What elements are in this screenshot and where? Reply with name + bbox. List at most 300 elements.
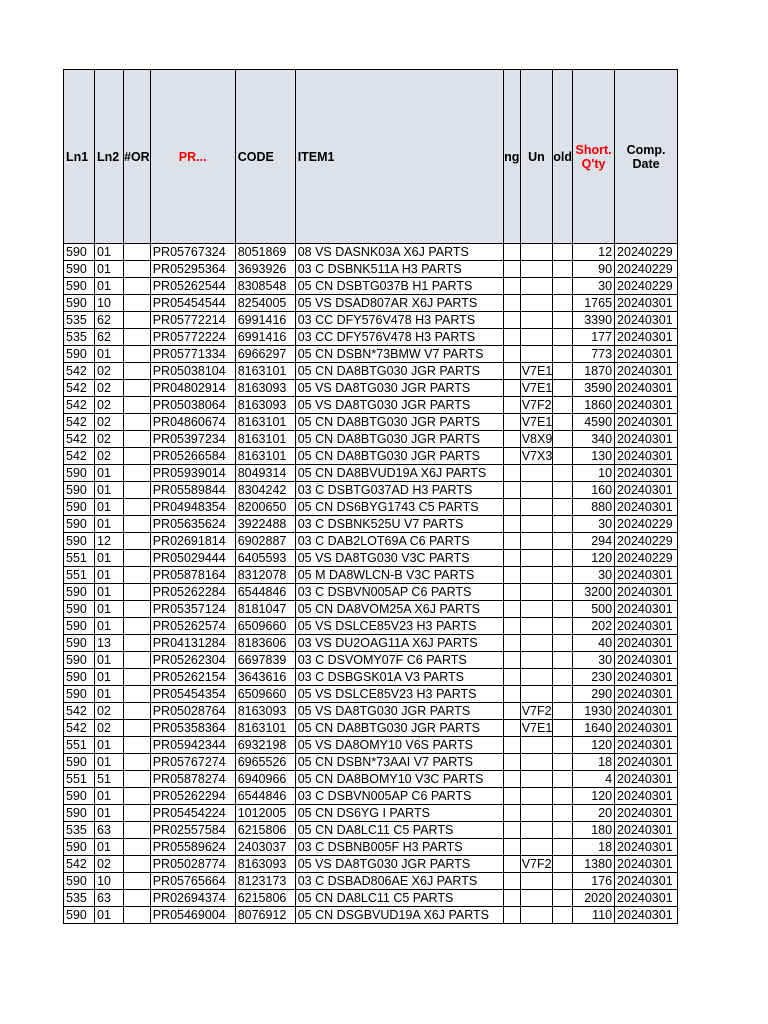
cell-ln2[interactable]: 13 bbox=[95, 635, 124, 652]
cell-item1[interactable]: 08 VS DASNK03A X6J PARTS bbox=[295, 244, 503, 261]
cell-comp-date[interactable]: 20240301 bbox=[615, 788, 678, 805]
cell-comp-date[interactable]: 20240301 bbox=[615, 856, 678, 873]
cell-or-number[interactable] bbox=[124, 295, 151, 312]
cell-un[interactable] bbox=[520, 244, 553, 261]
cell-old[interactable] bbox=[553, 601, 573, 618]
cell-old[interactable] bbox=[553, 363, 573, 380]
cell-pr-number[interactable]: PR05589624 bbox=[150, 839, 235, 856]
cell-or-number[interactable] bbox=[124, 380, 151, 397]
cell-comp-date[interactable]: 20240301 bbox=[615, 567, 678, 584]
cell-comp-date[interactable]: 20240301 bbox=[615, 652, 678, 669]
cell-old[interactable] bbox=[553, 567, 573, 584]
table-row[interactable] bbox=[64, 482, 678, 499]
cell-old[interactable] bbox=[553, 839, 573, 856]
cell-un[interactable] bbox=[520, 805, 553, 822]
table-row[interactable] bbox=[64, 499, 678, 516]
table-row[interactable] bbox=[64, 295, 678, 312]
cell-ng[interactable] bbox=[503, 822, 520, 839]
cell-code[interactable]: 8163093 bbox=[235, 703, 295, 720]
cell-pr-number[interactable]: PR04802914 bbox=[150, 380, 235, 397]
cell-code[interactable]: 8312078 bbox=[235, 567, 295, 584]
cell-ln1[interactable]: 590 bbox=[64, 295, 95, 312]
cell-ln1[interactable]: 551 bbox=[64, 550, 95, 567]
cell-ng[interactable] bbox=[503, 839, 520, 856]
cell-comp-date[interactable]: 20240229 bbox=[615, 244, 678, 261]
cell-un[interactable] bbox=[520, 618, 553, 635]
cell-item1[interactable]: 05 VS DA8TG030 JGR PARTS bbox=[295, 856, 503, 873]
cell-ln1[interactable]: 590 bbox=[64, 652, 95, 669]
cell-pr-number[interactable]: PR05358364 bbox=[150, 720, 235, 737]
cell-code[interactable]: 6544846 bbox=[235, 584, 295, 601]
cell-ng[interactable] bbox=[503, 244, 520, 261]
cell-ln1[interactable]: 535 bbox=[64, 329, 95, 346]
cell-ng[interactable] bbox=[503, 754, 520, 771]
table-row[interactable] bbox=[64, 584, 678, 601]
cell-item1[interactable]: 05 CN DA8LC11 C5 PARTS bbox=[295, 822, 503, 839]
cell-item1[interactable]: 03 C DSBNK525U V7 PARTS bbox=[295, 516, 503, 533]
cell-code[interactable]: 8183606 bbox=[235, 635, 295, 652]
cell-un[interactable] bbox=[520, 652, 553, 669]
cell-code[interactable]: 8200650 bbox=[235, 499, 295, 516]
cell-comp-date[interactable]: 20240301 bbox=[615, 295, 678, 312]
cell-code[interactable]: 6991416 bbox=[235, 312, 295, 329]
cell-ln2[interactable]: 01 bbox=[95, 550, 124, 567]
cell-code[interactable]: 8181047 bbox=[235, 601, 295, 618]
cell-or-number[interactable] bbox=[124, 635, 151, 652]
header-un[interactable] bbox=[520, 70, 553, 244]
cell-short-qty[interactable]: 180 bbox=[573, 822, 615, 839]
cell-or-number[interactable] bbox=[124, 720, 151, 737]
cell-or-number[interactable] bbox=[124, 584, 151, 601]
cell-ng[interactable] bbox=[503, 329, 520, 346]
cell-un[interactable] bbox=[520, 482, 553, 499]
cell-or-number[interactable] bbox=[124, 737, 151, 754]
cell-old[interactable] bbox=[553, 754, 573, 771]
cell-ng[interactable] bbox=[503, 788, 520, 805]
cell-or-number[interactable] bbox=[124, 567, 151, 584]
cell-un[interactable]: V8X9 bbox=[521, 432, 553, 446]
cell-ln2[interactable]: 12 bbox=[95, 533, 124, 550]
cell-old[interactable] bbox=[553, 414, 573, 431]
cell-short-qty[interactable]: 120 bbox=[573, 737, 615, 754]
cell-pr-number[interactable]: PR05028774 bbox=[150, 856, 235, 873]
cell-ln1[interactable]: 542 bbox=[64, 431, 95, 448]
cell-or-number[interactable] bbox=[124, 754, 151, 771]
cell-item1[interactable]: 05 CN DSBN*73AAI V7 PARTS bbox=[295, 754, 503, 771]
cell-pr-number[interactable]: PR05765664 bbox=[150, 873, 235, 890]
cell-item1[interactable]: 05 VS DSLCE85V23 H3 PARTS bbox=[295, 686, 503, 703]
cell-item1[interactable]: 03 C DSBAD806AE X6J PARTS bbox=[295, 873, 503, 890]
cell-ln1[interactable]: 551 bbox=[64, 737, 95, 754]
cell-old[interactable] bbox=[553, 805, 573, 822]
cell-pr-number[interactable]: PR05262154 bbox=[150, 669, 235, 686]
cell-ln1[interactable]: 590 bbox=[64, 686, 95, 703]
cell-item1[interactable]: 03 C DSBNK511A H3 PARTS bbox=[295, 261, 503, 278]
cell-ln1[interactable]: 542 bbox=[64, 363, 95, 380]
cell-or-number[interactable] bbox=[124, 533, 151, 550]
cell-code[interactable]: 6965526 bbox=[235, 754, 295, 771]
cell-ln2[interactable]: 02 bbox=[95, 414, 124, 431]
cell-short-qty[interactable]: 340 bbox=[573, 431, 615, 448]
cell-ng[interactable] bbox=[503, 363, 520, 380]
table-row[interactable] bbox=[64, 465, 678, 482]
cell-item1[interactable]: 03 CC DFY576V478 H3 PARTS bbox=[295, 312, 503, 329]
table-row[interactable] bbox=[64, 397, 678, 414]
cell-pr-number[interactable]: PR05767274 bbox=[150, 754, 235, 771]
table-row[interactable] bbox=[64, 669, 678, 686]
cell-ng[interactable] bbox=[503, 567, 520, 584]
cell-ng[interactable] bbox=[503, 261, 520, 278]
cell-item1[interactable]: 05 VS DSLCE85V23 H3 PARTS bbox=[295, 618, 503, 635]
cell-or-number[interactable] bbox=[124, 669, 151, 686]
cell-un[interactable] bbox=[520, 329, 553, 346]
cell-ng[interactable] bbox=[503, 380, 520, 397]
cell-ln2[interactable]: 10 bbox=[95, 295, 124, 312]
cell-comp-date[interactable]: 20240301 bbox=[615, 431, 678, 448]
cell-ng[interactable] bbox=[503, 890, 520, 907]
cell-comp-date[interactable]: 20240301 bbox=[615, 822, 678, 839]
cell-un[interactable] bbox=[520, 686, 553, 703]
cell-code[interactable]: 8076912 bbox=[235, 907, 295, 924]
cell-ln1[interactable]: 542 bbox=[64, 703, 95, 720]
cell-pr-number[interactable]: PR05028764 bbox=[150, 703, 235, 720]
cell-short-qty[interactable]: 230 bbox=[573, 669, 615, 686]
cell-ng[interactable] bbox=[503, 431, 520, 448]
cell-ng[interactable] bbox=[503, 907, 520, 924]
cell-ln1[interactable]: 590 bbox=[64, 669, 95, 686]
cell-code[interactable]: 3693926 bbox=[235, 261, 295, 278]
cell-code[interactable]: 8051869 bbox=[235, 244, 295, 261]
cell-un[interactable] bbox=[520, 499, 553, 516]
cell-short-qty[interactable]: 294 bbox=[573, 533, 615, 550]
cell-ln1[interactable]: 590 bbox=[64, 601, 95, 618]
cell-ln1[interactable]: 590 bbox=[64, 873, 95, 890]
cell-item1[interactable]: 03 C DSBGSK01A V3 PARTS bbox=[295, 669, 503, 686]
cell-ln1[interactable]: 542 bbox=[64, 856, 95, 873]
cell-short-qty[interactable]: 30 bbox=[573, 516, 615, 533]
cell-code[interactable]: 8123173 bbox=[235, 873, 295, 890]
cell-code[interactable]: 8163101 bbox=[235, 448, 295, 465]
cell-un[interactable] bbox=[520, 312, 553, 329]
header-ln1[interactable]: Ln1 bbox=[64, 70, 95, 244]
cell-ln2[interactable]: 01 bbox=[95, 567, 124, 584]
cell-ln1[interactable]: 535 bbox=[64, 890, 95, 907]
cell-old[interactable] bbox=[553, 635, 573, 652]
cell-comp-date[interactable]: 20240301 bbox=[615, 720, 678, 737]
header-short-qty[interactable]: Short. Q'ty bbox=[573, 70, 615, 244]
cell-short-qty[interactable]: 10 bbox=[573, 465, 615, 482]
table-row[interactable] bbox=[64, 652, 678, 669]
cell-ln2[interactable]: 01 bbox=[95, 907, 124, 924]
cell-short-qty[interactable]: 120 bbox=[573, 550, 615, 567]
cell-code[interactable]: 8163101 bbox=[235, 414, 295, 431]
cell-comp-date[interactable]: 20240301 bbox=[615, 805, 678, 822]
cell-ln1[interactable]: 590 bbox=[64, 805, 95, 822]
cell-or-number[interactable] bbox=[124, 261, 151, 278]
cell-ng[interactable] bbox=[503, 584, 520, 601]
cell-ln2[interactable]: 01 bbox=[95, 584, 124, 601]
cell-ln2[interactable]: 62 bbox=[95, 329, 124, 346]
cell-item1[interactable]: 03 CC DFY576V478 H3 PARTS bbox=[295, 329, 503, 346]
cell-ln1[interactable]: 590 bbox=[64, 533, 95, 550]
header-old[interactable] bbox=[553, 70, 573, 244]
cell-ln2[interactable]: 02 bbox=[95, 703, 124, 720]
cell-old[interactable] bbox=[553, 312, 573, 329]
cell-code[interactable]: 6509660 bbox=[235, 618, 295, 635]
cell-pr-number[interactable]: PR05767324 bbox=[150, 244, 235, 261]
cell-old[interactable] bbox=[553, 703, 573, 720]
cell-comp-date[interactable]: 20240229 bbox=[615, 278, 678, 295]
cell-item1[interactable]: 05 CN DA8BVUD19A X6J PARTS bbox=[295, 465, 503, 482]
cell-un[interactable]: V7E1 bbox=[521, 364, 553, 378]
cell-comp-date[interactable]: 20240301 bbox=[615, 465, 678, 482]
cell-pr-number[interactable]: PR05262574 bbox=[150, 618, 235, 635]
cell-item1[interactable]: 05 CN DSBTG037B H1 PARTS bbox=[295, 278, 503, 295]
cell-ng[interactable] bbox=[503, 601, 520, 618]
table-row[interactable] bbox=[64, 618, 678, 635]
cell-or-number[interactable] bbox=[124, 856, 151, 873]
cell-code[interactable]: 6932198 bbox=[235, 737, 295, 754]
cell-old[interactable] bbox=[553, 550, 573, 567]
cell-old[interactable] bbox=[553, 295, 573, 312]
cell-un[interactable] bbox=[520, 873, 553, 890]
cell-item1[interactable]: 03 C DSBNB005F H3 PARTS bbox=[295, 839, 503, 856]
table-row[interactable] bbox=[64, 601, 678, 618]
cell-old[interactable] bbox=[553, 618, 573, 635]
cell-pr-number[interactable]: PR05262284 bbox=[150, 584, 235, 601]
cell-old[interactable] bbox=[553, 261, 573, 278]
cell-un[interactable] bbox=[520, 346, 553, 363]
cell-or-number[interactable] bbox=[124, 482, 151, 499]
cell-pr-number[interactable]: PR05772214 bbox=[150, 312, 235, 329]
cell-old[interactable] bbox=[553, 686, 573, 703]
cell-old[interactable] bbox=[553, 652, 573, 669]
cell-short-qty[interactable]: 290 bbox=[573, 686, 615, 703]
cell-code[interactable]: 8163101 bbox=[235, 431, 295, 448]
cell-ng[interactable] bbox=[503, 465, 520, 482]
cell-code[interactable]: 8049314 bbox=[235, 465, 295, 482]
cell-code[interactable]: 8163093 bbox=[235, 397, 295, 414]
cell-or-number[interactable] bbox=[124, 686, 151, 703]
cell-comp-date[interactable]: 20240301 bbox=[615, 601, 678, 618]
cell-code[interactable]: 6544846 bbox=[235, 788, 295, 805]
cell-short-qty[interactable]: 30 bbox=[573, 652, 615, 669]
cell-ln2[interactable]: 01 bbox=[95, 686, 124, 703]
cell-pr-number[interactable]: PR05635624 bbox=[150, 516, 235, 533]
table-row[interactable] bbox=[64, 822, 678, 839]
cell-pr-number[interactable]: PR05262304 bbox=[150, 652, 235, 669]
cell-short-qty[interactable]: 20 bbox=[573, 805, 615, 822]
cell-un[interactable] bbox=[520, 822, 553, 839]
cell-ln2[interactable]: 63 bbox=[95, 822, 124, 839]
table-row[interactable] bbox=[64, 516, 678, 533]
cell-old[interactable] bbox=[553, 329, 573, 346]
cell-code[interactable]: 3643616 bbox=[235, 669, 295, 686]
cell-comp-date[interactable]: 20240301 bbox=[615, 414, 678, 431]
cell-ln2[interactable]: 01 bbox=[95, 754, 124, 771]
table-row[interactable] bbox=[64, 278, 678, 295]
table-row[interactable] bbox=[64, 261, 678, 278]
cell-short-qty[interactable]: 4590 bbox=[573, 414, 615, 431]
cell-code[interactable]: 1012005 bbox=[235, 805, 295, 822]
cell-ln2[interactable]: 01 bbox=[95, 261, 124, 278]
cell-ln1[interactable]: 590 bbox=[64, 465, 95, 482]
cell-or-number[interactable] bbox=[124, 890, 151, 907]
cell-ln1[interactable]: 542 bbox=[64, 397, 95, 414]
cell-un[interactable] bbox=[520, 516, 553, 533]
cell-short-qty[interactable]: 4 bbox=[573, 771, 615, 788]
cell-or-number[interactable] bbox=[124, 346, 151, 363]
cell-comp-date[interactable]: 20240301 bbox=[615, 635, 678, 652]
table-row[interactable] bbox=[64, 873, 678, 890]
cell-old[interactable] bbox=[553, 346, 573, 363]
cell-or-number[interactable] bbox=[124, 822, 151, 839]
cell-comp-date[interactable]: 20240301 bbox=[615, 771, 678, 788]
table-row[interactable] bbox=[64, 414, 678, 431]
cell-ng[interactable] bbox=[503, 397, 520, 414]
cell-item1[interactable]: 05 CN DA8BTG030 JGR PARTS bbox=[295, 448, 503, 465]
cell-un[interactable] bbox=[520, 669, 553, 686]
cell-item1[interactable]: 05 VS DA8TG030 V3C PARTS bbox=[295, 550, 503, 567]
table-row[interactable] bbox=[64, 244, 678, 261]
cell-un[interactable] bbox=[520, 601, 553, 618]
cell-un[interactable] bbox=[520, 635, 553, 652]
cell-code[interactable]: 6966297 bbox=[235, 346, 295, 363]
cell-item1[interactable]: 05 VS DA8OMY10 V6S PARTS bbox=[295, 737, 503, 754]
table-row[interactable] bbox=[64, 448, 678, 465]
cell-ln2[interactable]: 01 bbox=[95, 516, 124, 533]
cell-code[interactable]: 8304242 bbox=[235, 482, 295, 499]
cell-un[interactable] bbox=[520, 550, 553, 567]
cell-item1[interactable]: 05 CN DA8VOM25A X6J PARTS bbox=[295, 601, 503, 618]
table-row[interactable] bbox=[64, 431, 678, 448]
cell-or-number[interactable] bbox=[124, 618, 151, 635]
cell-short-qty[interactable]: 90 bbox=[573, 261, 615, 278]
cell-or-number[interactable] bbox=[124, 805, 151, 822]
table-row[interactable] bbox=[64, 754, 678, 771]
cell-comp-date[interactable]: 20240301 bbox=[615, 890, 678, 907]
cell-short-qty[interactable]: 176 bbox=[573, 873, 615, 890]
cell-comp-date[interactable]: 20240301 bbox=[615, 703, 678, 720]
cell-item1[interactable]: 05 CN DA8BTG030 JGR PARTS bbox=[295, 363, 503, 380]
cell-or-number[interactable] bbox=[124, 244, 151, 261]
cell-pr-number[interactable]: PR05942344 bbox=[150, 737, 235, 754]
cell-old[interactable] bbox=[553, 465, 573, 482]
cell-pr-number[interactable]: PR05038104 bbox=[150, 363, 235, 380]
cell-comp-date[interactable]: 20240301 bbox=[615, 737, 678, 754]
cell-code[interactable]: 6215806 bbox=[235, 822, 295, 839]
cell-ng[interactable] bbox=[503, 805, 520, 822]
cell-short-qty[interactable]: 3590 bbox=[573, 380, 615, 397]
cell-item1[interactable]: 05 CN DA8BTG030 JGR PARTS bbox=[295, 414, 503, 431]
cell-code[interactable]: 6405593 bbox=[235, 550, 295, 567]
cell-pr-number[interactable]: PR05262294 bbox=[150, 788, 235, 805]
cell-short-qty[interactable]: 160 bbox=[573, 482, 615, 499]
table-row[interactable] bbox=[64, 907, 678, 924]
cell-comp-date[interactable]: 20240301 bbox=[615, 584, 678, 601]
cell-old[interactable] bbox=[553, 533, 573, 550]
cell-ng[interactable] bbox=[503, 686, 520, 703]
cell-ln1[interactable]: 590 bbox=[64, 499, 95, 516]
cell-or-number[interactable] bbox=[124, 312, 151, 329]
cell-short-qty[interactable]: 500 bbox=[573, 601, 615, 618]
cell-ln1[interactable]: 590 bbox=[64, 584, 95, 601]
cell-short-qty[interactable]: 30 bbox=[573, 278, 615, 295]
cell-ln1[interactable]: 542 bbox=[64, 414, 95, 431]
cell-item1[interactable]: 05 VS DA8TG030 JGR PARTS bbox=[295, 380, 503, 397]
cell-code[interactable]: 6991416 bbox=[235, 329, 295, 346]
cell-comp-date[interactable]: 20240301 bbox=[615, 754, 678, 771]
cell-code[interactable]: 6509660 bbox=[235, 686, 295, 703]
table-row[interactable] bbox=[64, 839, 678, 856]
cell-comp-date[interactable]: 20240301 bbox=[615, 397, 678, 414]
cell-short-qty[interactable]: 12 bbox=[573, 244, 615, 261]
cell-ln1[interactable]: 535 bbox=[64, 822, 95, 839]
cell-old[interactable] bbox=[553, 448, 573, 465]
cell-short-qty[interactable]: 1860 bbox=[573, 397, 615, 414]
table-row[interactable] bbox=[64, 363, 678, 380]
cell-item1[interactable]: 03 C DSBTG037AD H3 PARTS bbox=[295, 482, 503, 499]
cell-old[interactable] bbox=[553, 890, 573, 907]
table-row[interactable] bbox=[64, 567, 678, 584]
header-comp-date[interactable]: Comp. Date bbox=[615, 70, 678, 244]
cell-ln2[interactable]: 01 bbox=[95, 601, 124, 618]
cell-or-number[interactable] bbox=[124, 839, 151, 856]
cell-ng[interactable] bbox=[503, 550, 520, 567]
cell-pr-number[interactable]: PR05357124 bbox=[150, 601, 235, 618]
cell-ln2[interactable]: 01 bbox=[95, 499, 124, 516]
cell-comp-date[interactable]: 20240301 bbox=[615, 669, 678, 686]
header-code[interactable]: CODE bbox=[235, 70, 295, 244]
table-row[interactable] bbox=[64, 771, 678, 788]
cell-item1[interactable]: 03 C DSBVN005AP C6 PARTS bbox=[295, 584, 503, 601]
cell-pr-number[interactable]: PR05589844 bbox=[150, 482, 235, 499]
cell-item1[interactable]: 05 CN DS6YG I PARTS bbox=[295, 805, 503, 822]
cell-ln2[interactable]: 02 bbox=[95, 380, 124, 397]
table-row[interactable] bbox=[64, 635, 678, 652]
cell-comp-date[interactable]: 20240301 bbox=[615, 363, 678, 380]
header-pr[interactable]: PR... bbox=[150, 70, 235, 244]
cell-short-qty[interactable]: 120 bbox=[573, 788, 615, 805]
cell-old[interactable] bbox=[553, 397, 573, 414]
cell-ln2[interactable]: 01 bbox=[95, 788, 124, 805]
cell-code[interactable]: 6697839 bbox=[235, 652, 295, 669]
cell-ln2[interactable]: 01 bbox=[95, 618, 124, 635]
cell-pr-number[interactable]: PR05771334 bbox=[150, 346, 235, 363]
cell-short-qty[interactable]: 110 bbox=[573, 907, 615, 924]
cell-short-qty[interactable]: 3200 bbox=[573, 584, 615, 601]
cell-pr-number[interactable]: PR05266584 bbox=[150, 448, 235, 465]
table-row[interactable] bbox=[64, 312, 678, 329]
cell-ln1[interactable]: 551 bbox=[64, 771, 95, 788]
cell-old[interactable] bbox=[553, 431, 573, 448]
cell-or-number[interactable] bbox=[124, 414, 151, 431]
cell-un[interactable]: V7F2 bbox=[521, 857, 552, 871]
cell-ng[interactable] bbox=[503, 414, 520, 431]
cell-or-number[interactable] bbox=[124, 601, 151, 618]
cell-item1[interactable]: 03 C DSBVN005AP C6 PARTS bbox=[295, 788, 503, 805]
cell-short-qty[interactable]: 177 bbox=[573, 329, 615, 346]
cell-ln2[interactable]: 51 bbox=[95, 771, 124, 788]
cell-un[interactable] bbox=[520, 754, 553, 771]
cell-code[interactable]: 8308548 bbox=[235, 278, 295, 295]
cell-old[interactable] bbox=[553, 822, 573, 839]
cell-un[interactable] bbox=[520, 890, 553, 907]
cell-un[interactable] bbox=[520, 737, 553, 754]
cell-ng[interactable] bbox=[503, 278, 520, 295]
cell-ln2[interactable]: 01 bbox=[95, 652, 124, 669]
cell-un[interactable]: V7F2 bbox=[521, 398, 552, 412]
